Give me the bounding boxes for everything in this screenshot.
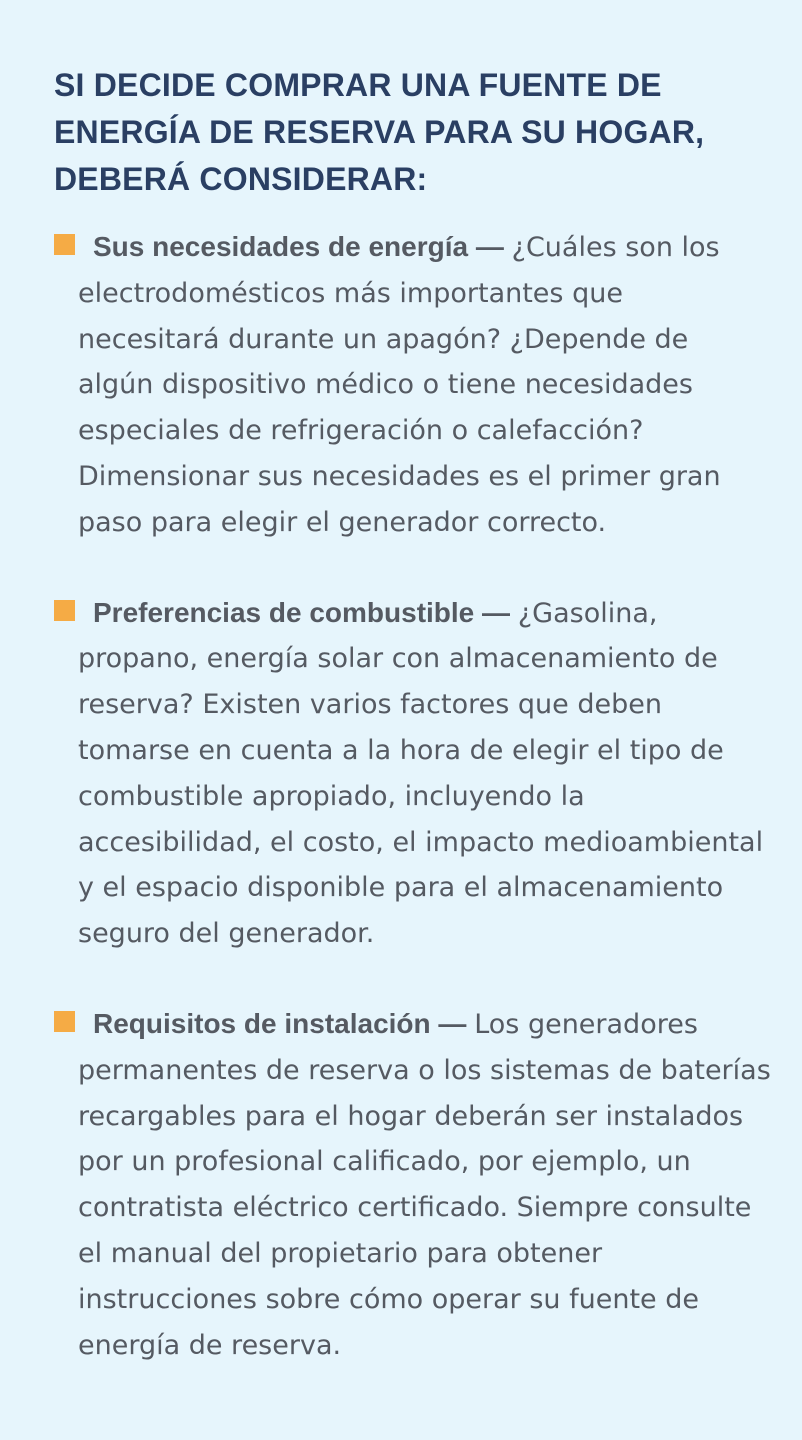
item-description: Los generadores permanentes de reserva o los sistemas de baterías recargables para el hogar deberán ser instalados por un profesional calificado, por ejemplo, un contratista eléctrico certificado. Siempre consulte el manual del propietario para obtener instrucciones sobre cómo operar su fuente de energía de reserva. — [78, 1008, 771, 1361]
list-item-fuel-preferences — [54, 590, 772, 957]
item-dash: — — [468, 231, 512, 262]
list-item-installation-requirements — [54, 1001, 772, 1368]
square-bullet-icon — [54, 234, 75, 255]
item-term: Requisitos de instalación — [93, 1007, 431, 1039]
item-dash: — — [430, 1007, 475, 1039]
item-dash: — — [474, 596, 518, 628]
considerations-list — [54, 224, 772, 1368]
item-description: ¿Cuáles son los electrodomésticos más importantes que necesitará durante un apagón? ¿Depende de algún dispositivo médico o tiene necesidades especiales de refrigeración o calefacción? Dimensionar sus necesidades es el primer gran paso para elegir el generador correcto. — [78, 232, 721, 538]
panel-heading: SI DECIDE COMPRAR UNA FUENTE DE ENERGÍA DE RESERVA PARA SU HOGAR, DEBERÁ CONSIDERAR: — [54, 67, 705, 197]
square-bullet-icon — [54, 600, 75, 621]
square-bullet-icon — [54, 1011, 75, 1032]
item-term: Preferencias de combustible — [93, 596, 475, 628]
item-description: ¿Gasolina, propano, energía solar con almacenamiento de reserva? Existen varios factores que deben tomarse en cuenta a la hora de elegir el tipo de combustible apropiado, incluyendo la accesibilidad, el costo, el impacto medioambiental y el espacio disponible para el almacenamiento seguro del generador. — [78, 597, 764, 950]
list-item-energy-needs — [54, 224, 772, 546]
item-term: Sus necesidades de energía — [93, 231, 469, 262]
